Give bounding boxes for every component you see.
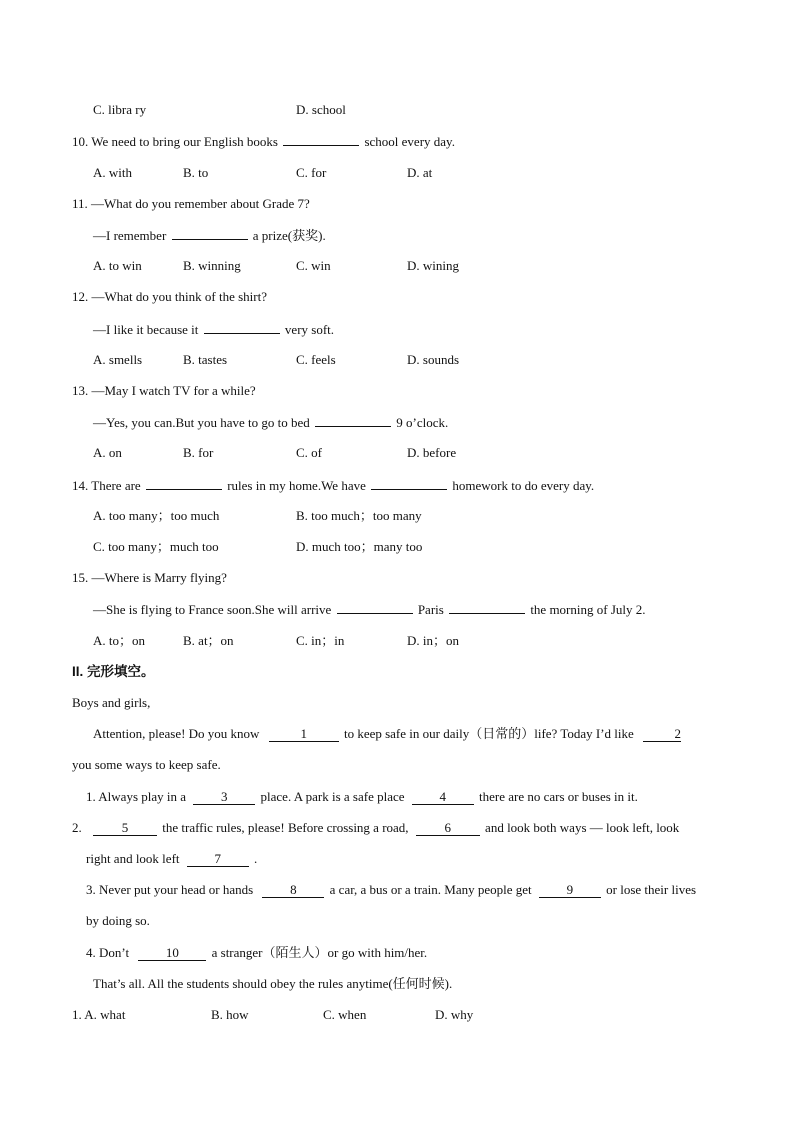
q11-stem: 11. —What do you remember about Grade 7? bbox=[72, 196, 310, 211]
cloze1-option-b: B. how bbox=[211, 1007, 249, 1022]
q10-option-c: C. for bbox=[296, 165, 327, 180]
q13-option-d: D. before bbox=[407, 445, 457, 460]
q13-stem: 13. —May I watch TV for a while? bbox=[72, 383, 256, 398]
passage-rule-2: 2. 5 the traffic rules, please! Before crossing a road, 6 and look both ways — look left, look bbox=[72, 820, 680, 835]
q10-stem: 10. We need to bring our English books school every day. bbox=[72, 134, 455, 149]
q12-option-c: C. feels bbox=[296, 352, 336, 367]
q14-option-c: C. too many；much too bbox=[93, 539, 219, 554]
q11-option-b: B. winning bbox=[183, 258, 241, 273]
answer-blank[interactable] bbox=[371, 477, 447, 490]
cloze-blank-7[interactable]: 7 bbox=[187, 852, 249, 867]
q12-option-a: A. smells bbox=[93, 352, 143, 367]
q15-option-b: B. at；on bbox=[183, 633, 234, 648]
passage-greeting: Boys and girls, bbox=[72, 695, 151, 710]
q14-option-a: A. too many；too much bbox=[93, 508, 220, 523]
q11-option-a: A. to win bbox=[93, 258, 142, 273]
answer-blank[interactable] bbox=[172, 227, 248, 240]
answer-blank[interactable] bbox=[283, 133, 359, 146]
q13-option-b: B. for bbox=[183, 445, 214, 460]
passage-paragraph-1-cont: you some ways to keep safe. bbox=[72, 757, 221, 772]
passage-closing: That’s all. All the students should obey the rules anytime(任何时候). bbox=[93, 976, 453, 991]
q11-option-d: D. wining bbox=[407, 258, 459, 273]
q11-answer-line: —I remember a prize(获奖). bbox=[93, 228, 326, 243]
passage-rule-4: 4. Don’t 10 a stranger（陌生人）or go with him/her. bbox=[86, 945, 428, 960]
q12-option-b: B. tastes bbox=[183, 352, 228, 367]
cloze1-option-d: D. why bbox=[435, 1007, 474, 1022]
passage-rule-2-cont: right and look left 7 . bbox=[86, 851, 258, 866]
cloze-blank-1[interactable]: 1 bbox=[269, 727, 339, 742]
q14-option-d: D. much too；many too bbox=[296, 539, 423, 554]
cloze-blank-9[interactable]: 9 bbox=[539, 883, 601, 898]
q9-option-c: C. libra ry bbox=[93, 102, 147, 117]
cloze-blank-3[interactable]: 3 bbox=[193, 790, 255, 805]
q13-option-c: C. of bbox=[296, 445, 322, 460]
answer-blank[interactable] bbox=[204, 321, 280, 334]
q11-option-c: C. win bbox=[296, 258, 331, 273]
answer-blank[interactable] bbox=[315, 414, 391, 427]
passage-rule-3-cont: by doing so. bbox=[86, 913, 150, 928]
q12-option-d: D. sounds bbox=[407, 352, 460, 367]
q12-answer-line: —I like it because it very soft. bbox=[93, 322, 335, 337]
q13-answer-line: —Yes, you can.But you have to go to bed 9 o’clock. bbox=[93, 415, 449, 430]
cloze1-option-c: C. when bbox=[323, 1007, 367, 1022]
answer-blank[interactable] bbox=[146, 477, 222, 490]
q14-option-b: B. too much；too many bbox=[296, 508, 422, 523]
passage-rule-3: 3. Never put your head or hands 8 a car, a bus or a train. Many people get 9 or lose their lives bbox=[86, 882, 697, 897]
answer-blank[interactable] bbox=[337, 601, 413, 614]
answer-blank[interactable] bbox=[449, 601, 525, 614]
cloze1-option-a: 1. A. what bbox=[72, 1007, 126, 1022]
cloze-blank-2[interactable]: 2 bbox=[643, 727, 681, 742]
q14-stem: 14. There are rules in my home.We have homework to do every day. bbox=[72, 478, 595, 493]
passage-paragraph-1: Attention, please! Do you know 1 to keep safe in our daily（日常的）life? Today I’d like 2 bbox=[93, 726, 682, 741]
q13-option-a: A. on bbox=[93, 445, 122, 460]
q10-option-b: B. to bbox=[183, 165, 209, 180]
cloze-blank-6[interactable]: 6 bbox=[416, 821, 480, 836]
q10-option-a: A. with bbox=[93, 165, 132, 180]
q9-option-d: D. school bbox=[296, 102, 346, 117]
cloze-blank-8[interactable]: 8 bbox=[262, 883, 324, 898]
q15-stem: 15. —Where is Marry flying? bbox=[72, 570, 227, 585]
q12-stem: 12. —What do you think of the shirt? bbox=[72, 289, 267, 304]
cloze-blank-10[interactable]: 10 bbox=[138, 946, 206, 961]
q10-option-d: D. at bbox=[407, 165, 433, 180]
q15-option-a: A. to；on bbox=[93, 633, 146, 648]
passage-rule-1: 1. Always play in a 3 place. A park is a safe place 4 there are no cars or buses in it. bbox=[86, 789, 638, 804]
q15-option-d: D. in；on bbox=[407, 633, 460, 648]
cloze-blank-5[interactable]: 5 bbox=[93, 821, 157, 836]
section-heading: II. 完形填空。 bbox=[72, 664, 155, 679]
cloze-blank-4[interactable]: 4 bbox=[412, 790, 474, 805]
q15-answer-line: —She is flying to France soon.She will arrive Paris the morning of July 2. bbox=[93, 602, 646, 617]
q15-option-c: C. in；in bbox=[296, 633, 345, 648]
